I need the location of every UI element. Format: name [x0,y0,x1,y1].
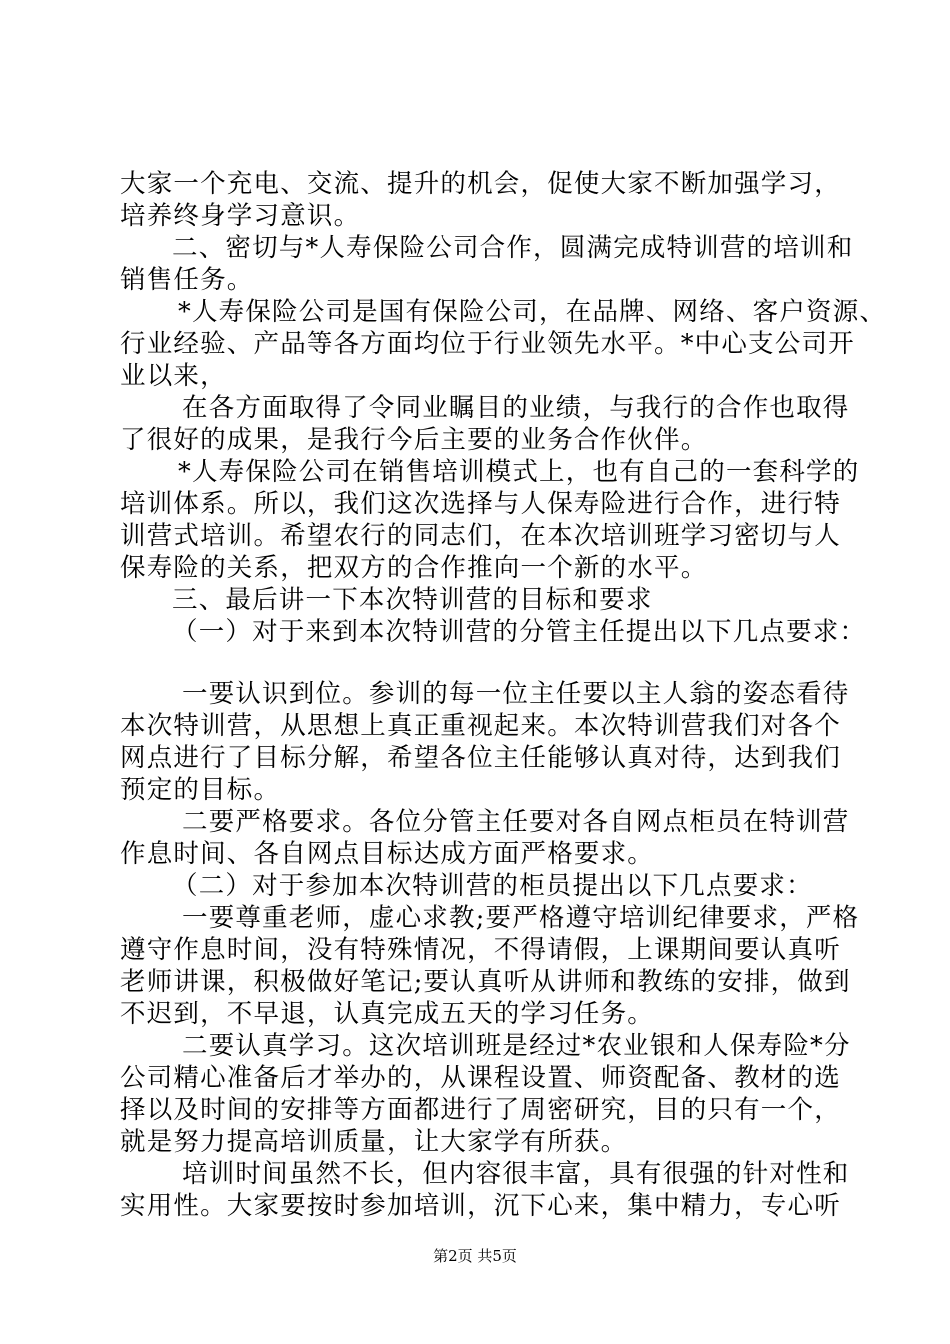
text-line: 择以及时间的安排等方面都进行了周密研究，目的只有一个， [120,1095,841,1125]
text-line: 培养终身学习意识。 [120,201,361,231]
text-line: （一）对于来到本次特训营的分管主任提出以下几点要求： [172,617,867,647]
text-line: 大家一个充电、交流、提升的机会，促使大家不断加强学习， [120,169,841,199]
text-line: 二要认真学习。这次培训班是经过*农业银和人保寿险*分 [182,1031,851,1061]
text-line: 网点进行了目标分解，希望各位主任能够认真对待，达到我们 [120,743,841,773]
text-line: 作息时间、各自网点目标达成方面严格要求。 [120,839,655,869]
text-line: 行业经验、产品等各方面均位于行业领先水平。*中心支公司开 [120,329,855,359]
text-line: 一要尊重老师，虚心求教;要严格遵守培训纪律要求，严格 [182,903,860,933]
text-line: 遵守作息时间，没有特殊情况，不得请假，上课期间要认真听 [120,935,841,965]
text-line: *人寿保险公司是国有保险公司，在品牌、网络、客户资源、 [178,297,887,327]
text-line: 不迟到，不早退，认真完成五天的学习任务。 [120,999,655,1029]
text-line: *人寿保险公司在销售培训模式上，也有自己的一套科学的 [178,457,860,487]
text-line: 业以来， [120,361,227,391]
text-line: 二要严格要求。各位分管主任要对各自网点柜员在特训营 [182,807,850,837]
text-line: （二）对于参加本次特训营的柜员提出以下几点要求： [172,871,813,901]
page-footer: 第2页 共5页 [433,1247,517,1265]
document-body [120,168,887,1222]
text-line: 培训时间虽然不长，但内容很丰富，具有很强的针对性和 [182,1159,850,1189]
text-line: 预定的目标。 [120,775,281,805]
text-line: 老师讲课，积极做好笔记;要认真听从讲师和教练的安排，做到 [120,967,851,997]
text-line: 培训体系。所以，我们这次选择与人保寿险进行合作，进行特 [120,489,841,519]
text-line: 了很好的成果，是我行今后主要的业务合作伙伴。 [120,425,708,455]
text-line: 就是努力提高培训质量，让大家学有所获。 [120,1127,628,1157]
text-line: 实用性。大家要按时参加培训，沉下心来，集中精力，专心听 [120,1191,841,1221]
text-line: 一要认识到位。参训的每一位主任要以主人翁的姿态看待 [182,679,850,709]
text-line: 三、最后讲一下本次特训营的目标和要求 [172,585,653,615]
text-line: 销售任务。 [120,265,254,295]
text-line: 二、密切与*人寿保险公司合作，圆满完成特训营的培训和 [172,233,854,263]
text-line: 保寿险的关系，把双方的合作推向一个新的水平。 [120,553,708,583]
text-line: 训营式培训。希望农行的同志们，在本次培训班学习密切与人 [120,521,841,551]
text-line: 在各方面取得了令同业瞩目的业绩，与我行的合作也取得 [182,393,850,423]
text-line: 公司精心准备后才举办的，从课程设置、师资配备、教材的选 [120,1063,841,1093]
text-line: 本次特训营，从思想上真正重视起来。本次特训营我们对各个 [120,711,841,741]
blank-line [120,648,848,678]
